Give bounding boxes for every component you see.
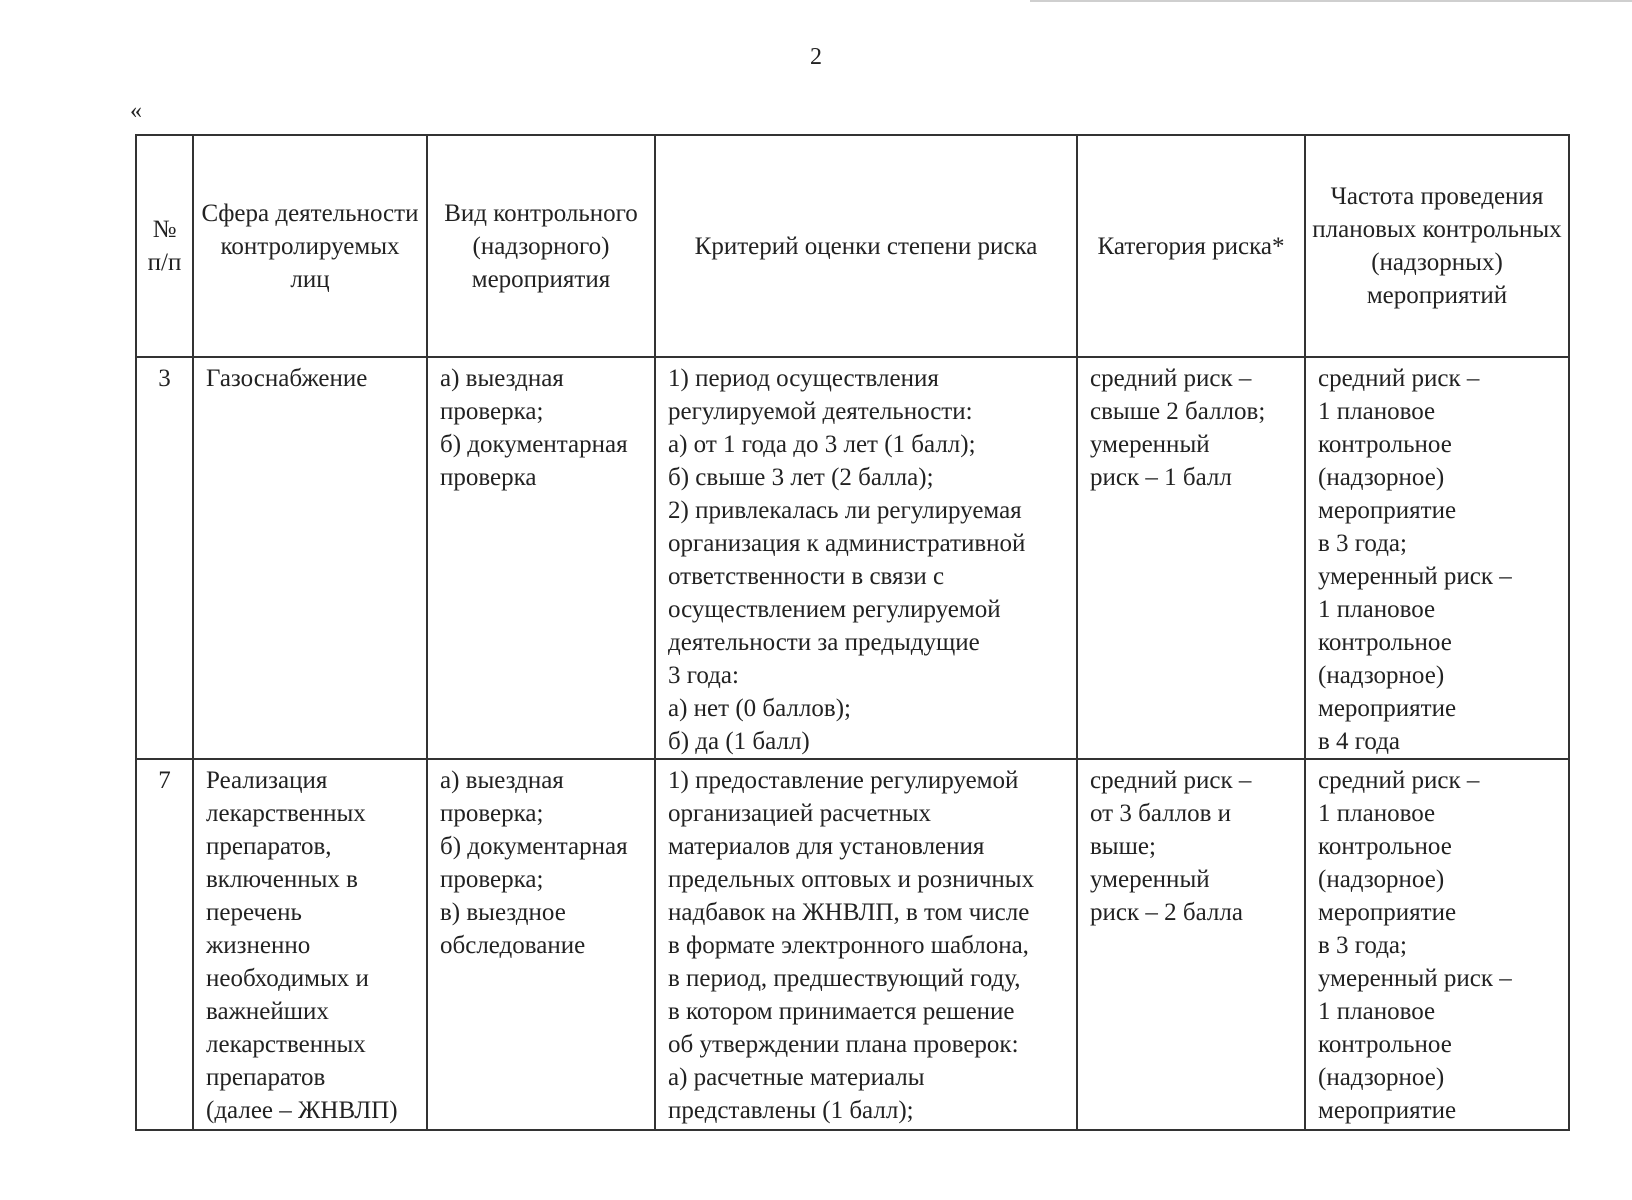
risk-criteria-table: [135, 134, 1570, 1131]
cell-text-line: в 4 года: [1318, 728, 1401, 755]
cell-text-line: (надзорное): [1318, 464, 1445, 491]
cell-text-line: 1 плановое: [1318, 596, 1436, 623]
cell-text-line: включенных в: [206, 866, 358, 893]
cell-text-line: 1 плановое: [1318, 998, 1436, 1025]
cell-text-line: б) документарная: [440, 833, 628, 860]
table-row: [136, 357, 1569, 759]
cell-text-line: контрольное: [1318, 833, 1452, 860]
header-number: № п/п: [136, 135, 193, 357]
sphere-cell: [193, 357, 427, 759]
cell-text-line: проверка;: [440, 800, 544, 827]
cell-text-line: обследование: [440, 932, 586, 959]
cell-text-line: 1) предоставление регулируемой: [668, 767, 1019, 794]
cell-text-line: Газоснабжение: [206, 365, 368, 392]
cell-text-line: необходимых и: [206, 965, 369, 992]
cell-text-line: мероприятие: [1318, 497, 1457, 524]
cell-text-line: средний риск –: [1090, 767, 1252, 794]
cell-text-line: проверка;: [440, 866, 544, 893]
cell-text-line: регулируемой деятельности:: [668, 398, 973, 425]
cell-text-line: ответственности в связи с: [668, 563, 945, 590]
sphere-cell: [193, 759, 427, 1130]
cell-text-line: (надзорное): [1318, 1064, 1445, 1091]
cell-text-line: в формате электронного шаблона,: [668, 932, 1029, 959]
category-cell: [1077, 759, 1305, 1130]
cell-text-line: умеренный риск –: [1318, 563, 1512, 590]
cell-text-line: 2) привлекалась ли регулируемая: [668, 497, 1022, 524]
cell-text-line: 1) период осуществления: [668, 365, 939, 392]
header-criteria: Критерий оценки степени риска: [655, 135, 1077, 357]
cell-text-line: проверка;: [440, 398, 544, 425]
cell-text-line: риск – 2 балла: [1090, 899, 1243, 926]
cell-text-line: б) документарная: [440, 431, 628, 458]
table-row: [136, 759, 1569, 1130]
cell-text-line: б) да (1 балл): [668, 728, 810, 755]
cell-text-line: мероприятие: [1318, 899, 1457, 926]
cell-text-line: свыше 2 баллов;: [1090, 398, 1266, 425]
cell-text-line: риск – 1 балл: [1090, 464, 1232, 491]
cell-text-line: а) выездная: [440, 767, 564, 794]
cell-text-line: выше;: [1090, 833, 1156, 860]
row-number: 7: [136, 759, 193, 1130]
table-header-row: [136, 135, 1569, 357]
frequency-cell: [1305, 759, 1569, 1130]
cell-text-line: в период, предшествующий году,: [668, 965, 1021, 992]
header-sphere: Сфера деятельности контролируемых лиц: [193, 135, 427, 357]
cell-text-line: лекарственных: [206, 1031, 366, 1058]
cell-text-line: 1 плановое: [1318, 800, 1436, 827]
cell-text-line: средний риск –: [1090, 365, 1252, 392]
cell-text-line: организацией расчетных: [668, 800, 932, 827]
cell-text-line: в) выездное: [440, 899, 566, 926]
cell-text-line: перечень: [206, 899, 302, 926]
cell-text-line: средний риск –: [1318, 767, 1480, 794]
cell-text-line: осуществлением регулируемой: [668, 596, 1001, 623]
kind-cell: [427, 357, 655, 759]
cell-text-line: в котором принимается решение: [668, 998, 1015, 1025]
cell-text-line: деятельности за предыдущие: [668, 629, 980, 656]
cell-text-line: Реализация: [206, 767, 328, 794]
scan-edge-line: [1030, 0, 1632, 2]
cell-text-line: умеренный риск –: [1318, 965, 1512, 992]
cell-text-line: средний риск –: [1318, 365, 1480, 392]
cell-text-line: (далее – ЖНВЛП): [206, 1097, 398, 1124]
cell-text-line: об утверждении плана проверок:: [668, 1031, 1019, 1058]
cell-text-line: представлены (1 балл);: [668, 1097, 914, 1124]
criteria-cell: [655, 357, 1077, 759]
cell-text-line: препаратов,: [206, 833, 332, 860]
cell-text-line: от 3 баллов и: [1090, 800, 1232, 827]
cell-text-line: проверка: [440, 464, 537, 491]
kind-cell: [427, 759, 655, 1130]
category-cell: [1077, 357, 1305, 759]
cell-text-line: препаратов: [206, 1064, 326, 1091]
cell-text-line: организация к административной: [668, 530, 1026, 557]
cell-text-line: (надзорное): [1318, 866, 1445, 893]
cell-text-line: а) расчетные материалы: [668, 1064, 925, 1091]
cell-text-line: а) выездная: [440, 365, 564, 392]
frequency-cell: [1305, 357, 1569, 759]
cell-text-line: контрольное: [1318, 431, 1452, 458]
cell-text-line: надбавок на ЖНВЛП, в том числе: [668, 899, 1030, 926]
cell-text-line: мероприятие: [1318, 695, 1457, 722]
cell-text-line: а) от 1 года до 3 лет (1 балл);: [668, 431, 976, 458]
cell-text-line: материалов для установления: [668, 833, 985, 860]
cell-text-line: жизненно: [206, 932, 311, 959]
criteria-cell: [655, 759, 1077, 1130]
cell-text-line: 1 плановое: [1318, 398, 1436, 425]
cell-text-line: лекарственных: [206, 800, 366, 827]
page-number: 2: [810, 44, 822, 70]
cell-text-line: контрольное: [1318, 629, 1452, 656]
opening-quote-mark: «: [130, 98, 142, 124]
header-category: Категория риска*: [1077, 135, 1305, 357]
cell-text-line: б) свыше 3 лет (2 балла);: [668, 464, 934, 491]
cell-text-line: умеренный: [1090, 866, 1210, 893]
cell-text-line: 3 года:: [668, 662, 739, 689]
header-kind: Вид контрольного (надзорного) мероприятия: [427, 135, 655, 357]
cell-text-line: контрольное: [1318, 1031, 1452, 1058]
cell-text-line: в 3 года;: [1318, 932, 1407, 959]
cell-text-line: (надзорное): [1318, 662, 1445, 689]
cell-text-line: умеренный: [1090, 431, 1210, 458]
row-number: 3: [136, 357, 193, 759]
cell-text-line: а) нет (0 баллов);: [668, 695, 851, 722]
cell-text-line: мероприятие: [1318, 1097, 1457, 1124]
cell-text-line: предельных оптовых и розничных: [668, 866, 1035, 893]
header-frequency: Частота проведения плановых контрольных (надзорных) мероприятий: [1305, 135, 1569, 357]
cell-text-line: важнейших: [206, 998, 329, 1025]
cell-text-line: в 3 года;: [1318, 530, 1407, 557]
